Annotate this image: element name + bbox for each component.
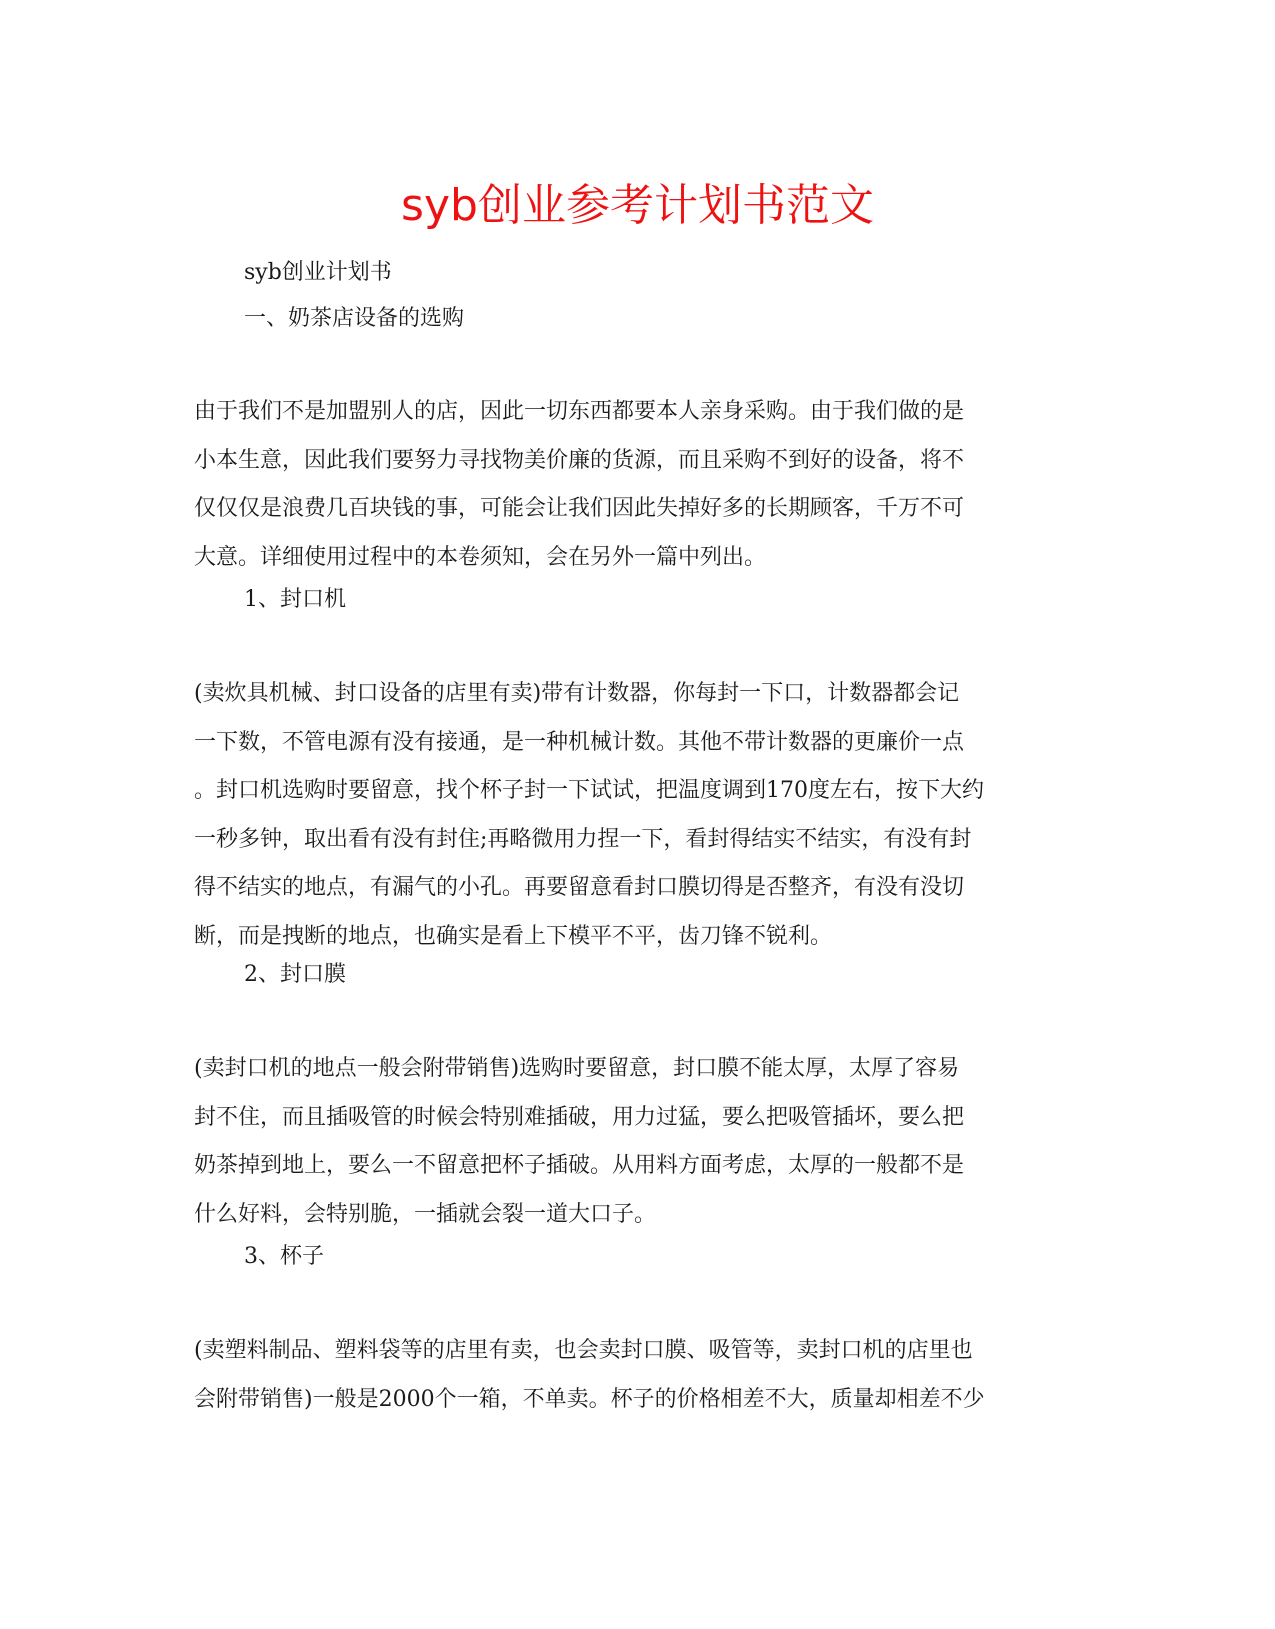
text-line: 小本生意，因此我们要努力寻找物美价廉的货源，而且采购不到好的设备，将不	[194, 447, 965, 473]
text-line: 奶茶掉到地上，要么一不留意把杯子插破。从用料方面考虑，太厚的一般都不是	[194, 1153, 965, 1178]
text-line: (卖塑料制品、塑料袋等的店里有卖，也会卖封口膜、吸管等，卖封口机的店里也	[194, 1338, 973, 1363]
text-line: 一下数，不管电源有没有接通，是一种机械计数。其他不带计数器的更廉价一点	[194, 729, 965, 755]
text-line: 一秒多钟，取出看有没有封住;再略微用力捏一下，看封得结实不结实，有没有封	[194, 826, 972, 852]
text-line: 封不住，而且插吸管的时候会特别难插破，用力过猛，要么把吸管插坏，要么把	[194, 1104, 965, 1130]
item-heading-cups: 3、杯子	[244, 1244, 324, 1269]
section-heading-equipment: 一、奶茶店设备的选购	[244, 306, 465, 331]
text-line: 什么好料，会特别脆，一插就会裂一道大口子。	[194, 1201, 657, 1227]
text-line: 大意。详细使用过程中的本卷须知，会在另外一篇中列出。	[194, 544, 767, 570]
item-heading-sealer: 1、封口机	[244, 587, 346, 612]
sealing-film-paragraph	[194, 1054, 1084, 1248]
text-line: 断，而是拽断的地点，也确实是看上下模平不平，齿刀锋不锐利。	[194, 923, 833, 949]
text-line: 由于我们不是加盟别人的店，因此一切东西都要本人亲身采购。由于我们做的是	[194, 399, 965, 424]
sealer-paragraph	[194, 679, 1084, 970]
cups-paragraph	[194, 1336, 1084, 1433]
text-line: 。封口机选购时要留意，找个杯子封一下试试，把温度调到170度左右，按下大约	[194, 778, 984, 803]
text-line: (卖炊具机械、封口设备的店里有卖)带有计数器，你每封一下口，计数器都会记	[194, 681, 960, 706]
text-line: 会附带销售)一般是2000个一箱，不单卖。杯子的价格相差不大，质量却相差不少	[194, 1386, 985, 1412]
text-line: 得不结实的地点，有漏气的小孔。再要留意看封口膜切得是否整齐，有没有没切	[194, 875, 965, 900]
item-heading-sealing-film: 2、封口膜	[244, 962, 346, 987]
intro-paragraph	[194, 397, 1084, 591]
text-line: 仅仅仅是浪费几百块钱的事，可能会让我们因此失掉好多的长期顾客，千万不可	[194, 496, 965, 521]
document-title: syb创业参考计划书范文	[401, 180, 874, 231]
text-line: (卖封口机的地点一般会附带销售)选购时要留意，封口膜不能太厚，太厚了容易	[194, 1056, 960, 1081]
subtitle: syb创业计划书	[244, 260, 392, 285]
